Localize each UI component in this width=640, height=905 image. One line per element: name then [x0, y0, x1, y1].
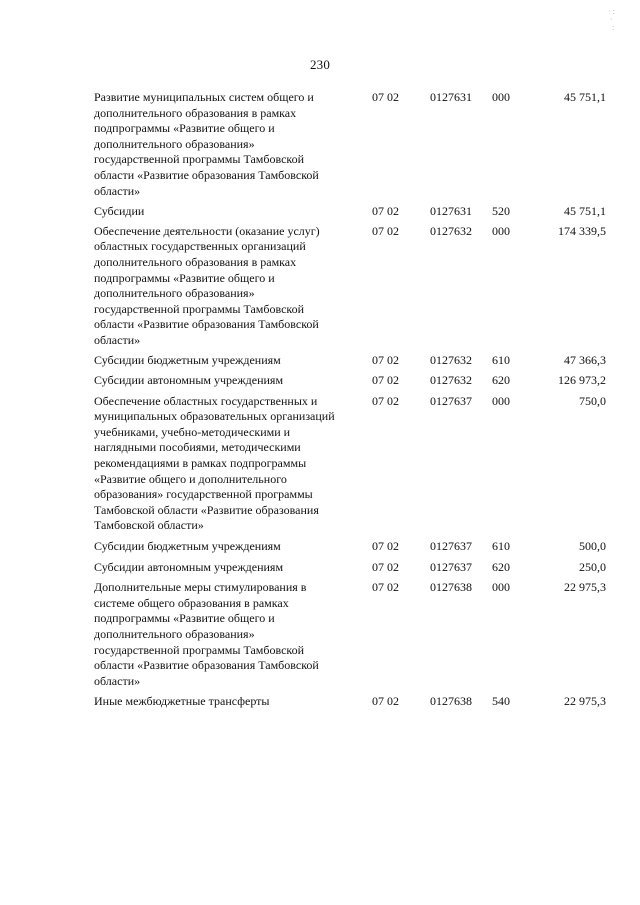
table-row — [94, 90, 606, 199]
row-article-code: 0127637 — [430, 393, 472, 408]
row-expense-type: 620 — [492, 373, 510, 388]
table-row — [94, 353, 606, 369]
table-row — [94, 204, 606, 220]
row-name: Обеспечение областных государственных и муниципальных образовательных организаций учебниками, учебно-методическими и наглядными пособиями, методическими рекомендациями в рамках подпрограммы «Развитие общего и дополнительного образования» государственной программы Тамбовской области «Развитие образования Тамбовской области» — [94, 393, 335, 533]
row-name: Иные межбюджетные трансферты — [94, 694, 270, 709]
table-row — [94, 394, 606, 534]
row-section-code: 07 02 — [372, 393, 399, 408]
row-name: Субсидии бюджетным учреждениям — [94, 352, 281, 367]
table-row — [94, 224, 606, 349]
row-amount: 22 975,3 — [564, 580, 606, 595]
row-section-code: 07 02 — [372, 352, 399, 367]
row-section-code: 07 02 — [372, 539, 399, 554]
row-expense-type: 000 — [492, 393, 510, 408]
table-row — [94, 539, 606, 555]
row-article-code: 0127638 — [430, 580, 472, 595]
row-section-code: 07 02 — [372, 580, 399, 595]
row-amount: 45 751,1 — [564, 90, 606, 104]
row-name: Развитие муниципальных систем общего и дополнительного образования в рамках подпрограммы «Развитие общего и дополнительного образования» государственной программы Тамбовской области «Развитие образования Тамбовской области» — [94, 90, 319, 198]
row-name: Обеспечение деятельности (оказание услуг) областных государственных организаций дополнительного образования в рамках подпрограммы «Развитие общего и дополнительного образования» государственной программы Тамбовской области «Развитие образования Тамбовской области» — [94, 223, 320, 347]
row-section-code: 07 02 — [372, 373, 399, 388]
row-section-code: 07 02 — [372, 90, 399, 104]
page-number: 230 — [309, 57, 331, 72]
row-expense-type: 520 — [492, 204, 510, 219]
row-article-code: 0127637 — [430, 539, 472, 554]
row-amount: 250,0 — [579, 559, 606, 574]
row-name: Субсидии бюджетным учреждениям — [94, 539, 281, 554]
row-amount: 22 975,3 — [564, 694, 606, 709]
row-amount: 126 973,2 — [558, 373, 606, 388]
row-name: Субсидии автономным учреждениям — [94, 559, 284, 574]
row-section-code: 07 02 — [372, 223, 399, 238]
row-name: Субсидии автономным учреждениям — [94, 373, 284, 388]
row-section-code: 07 02 — [372, 559, 399, 574]
row-section-code: 07 02 — [372, 204, 399, 219]
row-expense-type: 540 — [492, 694, 510, 709]
row-expense-type: 000 — [492, 580, 510, 595]
row-expense-type: 000 — [492, 90, 510, 104]
row-article-code: 0127632 — [430, 373, 472, 388]
table-row — [94, 694, 606, 710]
table-row — [94, 560, 606, 576]
row-name: Субсидии — [94, 204, 145, 219]
row-article-code: 0127637 — [430, 559, 472, 574]
row-amount: 47 366,3 — [564, 352, 606, 367]
row-expense-type: 000 — [492, 223, 510, 238]
budget-table — [94, 90, 606, 715]
row-article-code: 0127632 — [430, 352, 472, 367]
scan-corner-marks: · : · : — [608, 7, 615, 32]
row-amount: 750,0 — [579, 393, 606, 408]
row-amount: 174 339,5 — [558, 223, 606, 238]
row-section-code: 07 02 — [372, 694, 399, 709]
row-article-code: 0127631 — [430, 204, 472, 219]
row-expense-type: 610 — [492, 539, 510, 554]
row-article-code: 0127632 — [430, 223, 472, 238]
table-row — [94, 580, 606, 689]
row-amount: 500,0 — [579, 539, 606, 554]
row-article-code: 0127631 — [430, 90, 472, 104]
row-amount: 45 751,1 — [564, 204, 606, 219]
row-expense-type: 620 — [492, 559, 510, 574]
row-expense-type: 610 — [492, 352, 510, 367]
table-row — [94, 373, 606, 389]
row-article-code: 0127638 — [430, 694, 472, 709]
row-name: Дополнительные меры стимулирования в системе общего образования в рамках подпрограммы «Развитие общего и дополнительного образования» государственной программы Тамбовской области «Развитие образования Тамбовской области» — [94, 580, 319, 688]
